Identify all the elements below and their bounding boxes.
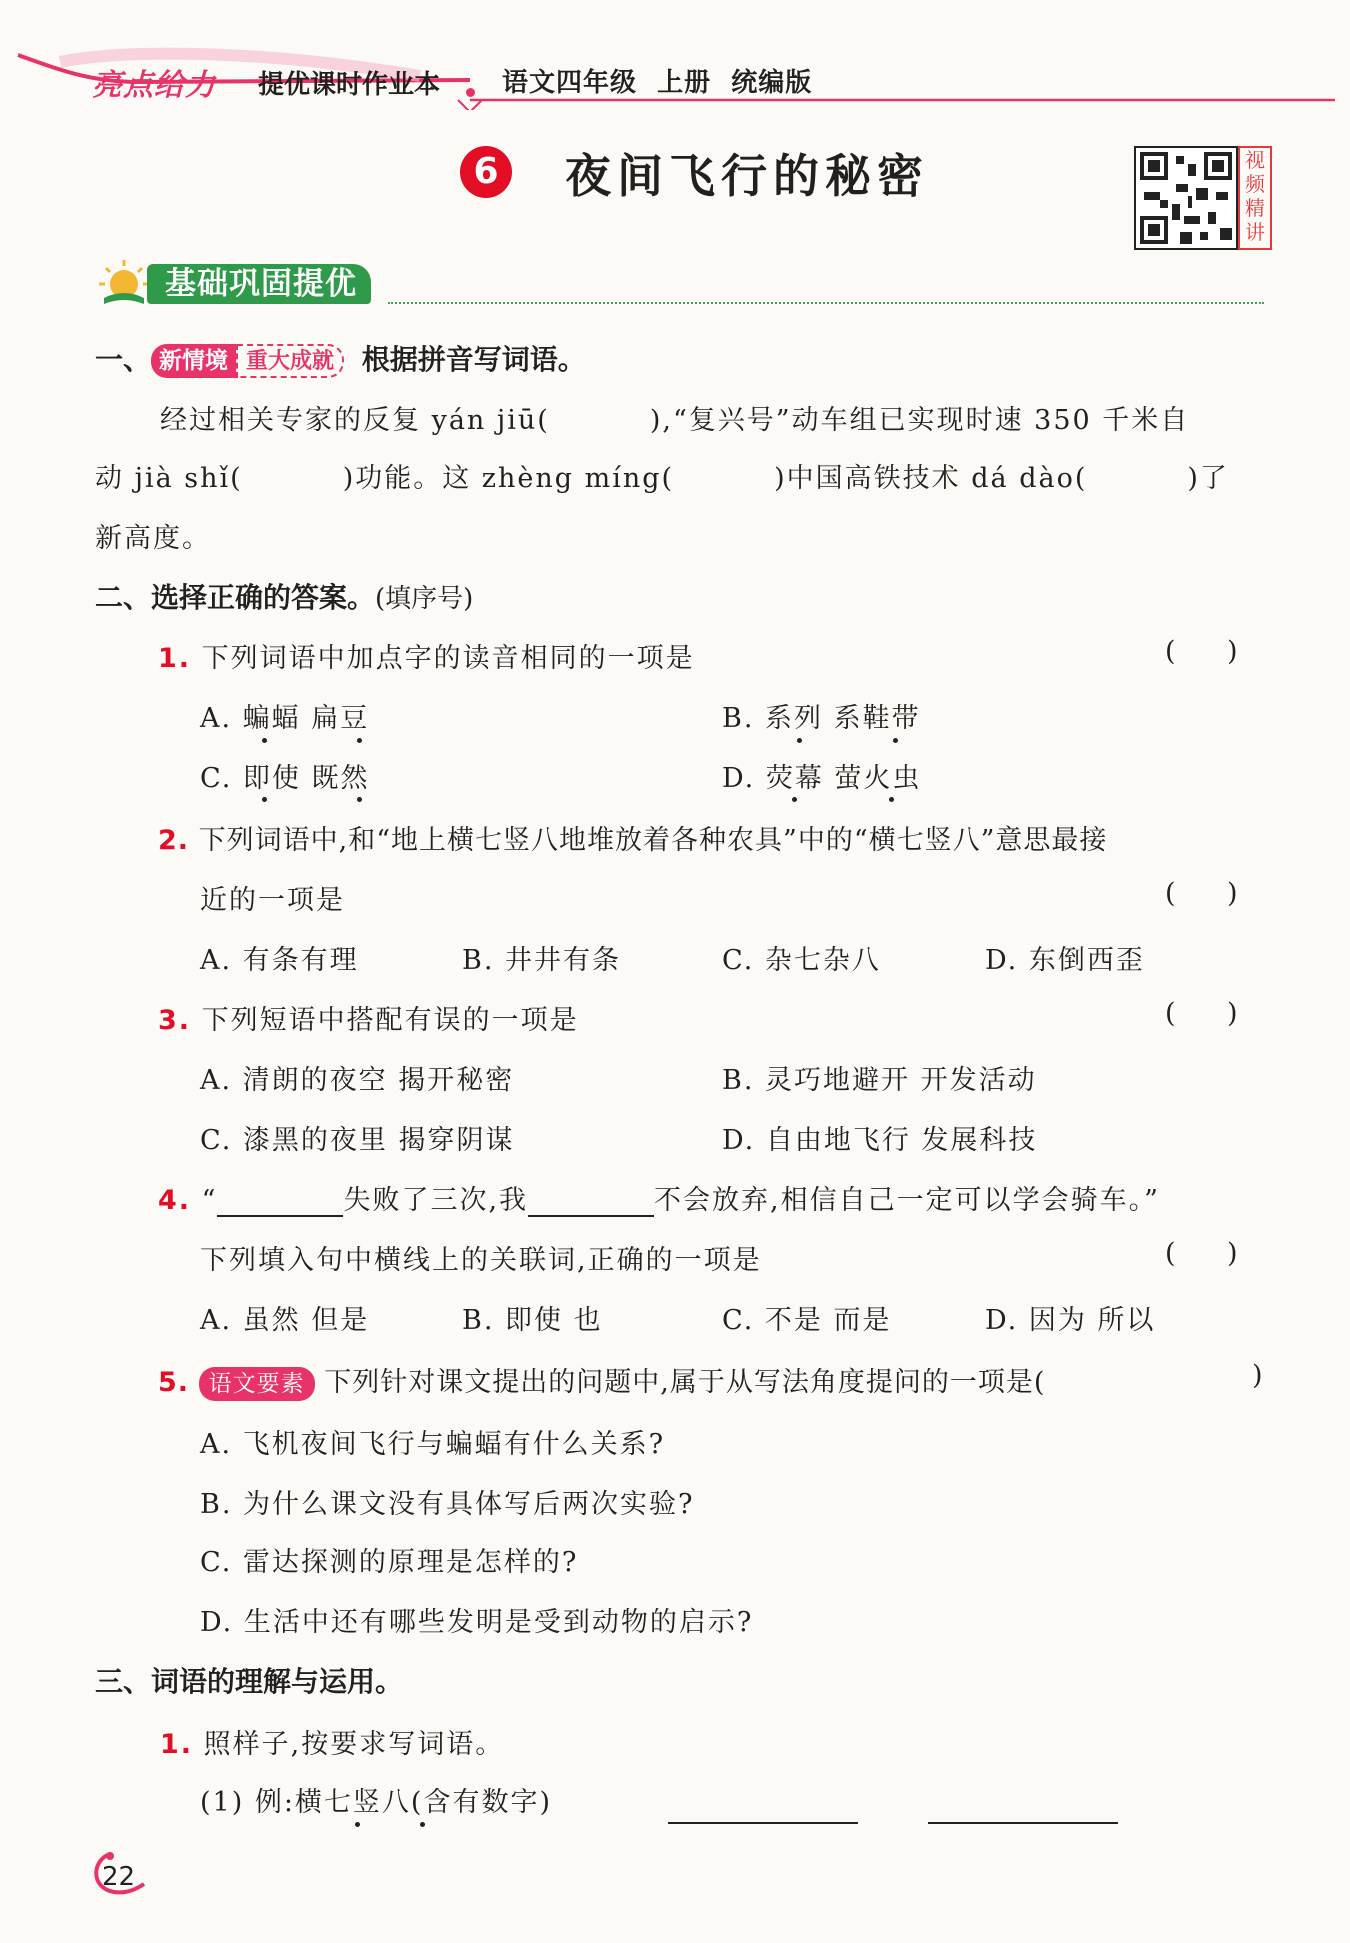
answer-line-1[interactable] — [668, 1822, 858, 1824]
part1-line3: 新高度。 — [95, 523, 211, 554]
part3-sub1: (1) 例:横七竖八(含有数字) — [200, 1787, 552, 1818]
q4-option-a: A. 虽然 但是 — [200, 1305, 370, 1336]
qr-code-icon[interactable] — [1134, 146, 1238, 250]
part1-line1: 经过相关专家的反复 yán jiū( ),“复兴号”动车组已实现时速 350 千米自 — [160, 405, 1190, 436]
emphasis-dot — [262, 738, 267, 743]
q5-option-b: B. 为什么课文没有具体写后两次实验? — [200, 1489, 695, 1520]
q2-answer-paren[interactable]: ( ) — [1165, 878, 1238, 909]
emphasis-dot — [889, 797, 894, 802]
part3-heading: 三、词语的理解与运用。 — [95, 1665, 404, 1698]
qr-label: 视频精讲 — [1238, 146, 1272, 250]
book-info: 语文四年级 上册 统编版 — [502, 68, 813, 98]
q3-stem: 3. 下列短语中搭配有误的一项是 — [158, 1005, 579, 1036]
part2-heading: 二、选择正确的答案。(填序号) — [95, 581, 474, 614]
q1-option-c: C. 即使 既然 — [200, 763, 370, 794]
q1-answer-paren[interactable]: ( ) — [1165, 636, 1238, 667]
part3-q1: 1. 照样子,按要求写词语。 — [160, 1729, 505, 1760]
q4-option-b: B. 即使 也 — [462, 1305, 603, 1336]
q5-option-c: C. 雷达探测的原理是怎样的? — [200, 1547, 579, 1578]
q2-option-d: D. 东倒西歪 — [985, 945, 1145, 976]
section-banner: 基础巩固提优 — [147, 264, 371, 304]
emphasis-dot — [792, 797, 797, 802]
q3-option-d: D. 自由地飞行 发展科技 — [722, 1125, 1038, 1156]
q1-option-a: A. 蝙蝠 扁豆 — [200, 703, 370, 734]
part1-heading — [95, 338, 586, 378]
q2-option-c: C. 杂七杂八 — [722, 945, 881, 976]
emphasis-dot — [262, 797, 267, 802]
fill-blank-1[interactable] — [217, 1184, 343, 1217]
answer-line-2[interactable] — [928, 1822, 1118, 1824]
q1-option-d: D. 荧幕 萤火虫 — [722, 763, 922, 794]
part2-note: (填序号) — [375, 584, 474, 614]
q5-stem: 5. 语文要素 下列针对课文提出的问题中,属于从写法角度提问的一项是( — [158, 1360, 1045, 1401]
fill-blank-2[interactable] — [528, 1184, 654, 1217]
sun-book-icon — [96, 258, 152, 308]
part1-instruction: 根据拼音写词语。 — [361, 343, 586, 376]
tag-new-context: 新情境 — [151, 344, 236, 378]
q1-stem: 1. 下列词语中加点字的读音相同的一项是 — [158, 643, 695, 674]
q2-stem-cont: 近的一项是 — [200, 885, 345, 916]
emphasis-dot — [357, 797, 362, 802]
part1-number: 一、 — [95, 343, 152, 376]
emphasis-dot — [355, 1822, 360, 1827]
section-divider — [388, 302, 1264, 304]
q3-answer-paren[interactable]: ( ) — [1165, 998, 1238, 1029]
q3-option-c: C. 漆黑的夜里 揭穿阴谋 — [200, 1125, 515, 1156]
q2-option-a: A. 有条有理 — [200, 945, 359, 976]
part1-line2: 动 jià shǐ( )功能。这 zhèng míng( )中国高铁技术 dá dào( )了 — [95, 463, 1229, 494]
lesson-number-badge: 6 — [460, 146, 512, 198]
emphasis-dot — [420, 1822, 425, 1827]
q1-option-b: B. 系列 系鞋带 — [722, 703, 921, 734]
q5-option-d: D. 生活中还有哪些发明是受到动物的启示? — [200, 1607, 754, 1638]
q4-answer-paren[interactable]: ( ) — [1165, 1238, 1238, 1269]
q2-option-b: B. 井井有条 — [462, 945, 622, 976]
emphasis-dot — [797, 738, 802, 743]
page-number: 22 — [102, 1862, 136, 1892]
q4-option-c: C. 不是 而是 — [722, 1305, 892, 1336]
q4-stem: 4. “ 失败了三次,我 不会放弃,相信自己一定可以学会骑车。” — [158, 1185, 1160, 1216]
emphasis-dot — [357, 738, 362, 743]
lesson-title: 夜间飞行的秘密 — [565, 149, 929, 203]
q4-stem-cont: 下列填入句中横线上的关联词,正确的一项是 — [200, 1245, 762, 1276]
q5-option-a: A. 飞机夜间飞行与蝙蝠有什么关系? — [200, 1429, 666, 1460]
header-dot — [466, 88, 475, 97]
q5-answer-paren[interactable]: ) — [1252, 1360, 1263, 1391]
q3-option-a: A. 清朗的夜空 揭开秘密 — [200, 1065, 515, 1096]
tag-achievement: 重大成就 — [236, 344, 344, 378]
brand-logo: 亮点给力 — [92, 68, 216, 103]
emphasis-dot — [893, 738, 898, 743]
series-name: 提优课时作业本 — [258, 70, 441, 100]
q2-stem: 2. 下列词语中,和“地上横七竖八地堆放着各种农具”中的“横七竖八”意思最接 — [158, 825, 1108, 856]
tag-language-element: 语文要素 — [199, 1367, 315, 1401]
q3-option-b: B. 灵巧地避开 开发活动 — [722, 1065, 1037, 1096]
q4-option-d: D. 因为 所以 — [985, 1305, 1156, 1336]
